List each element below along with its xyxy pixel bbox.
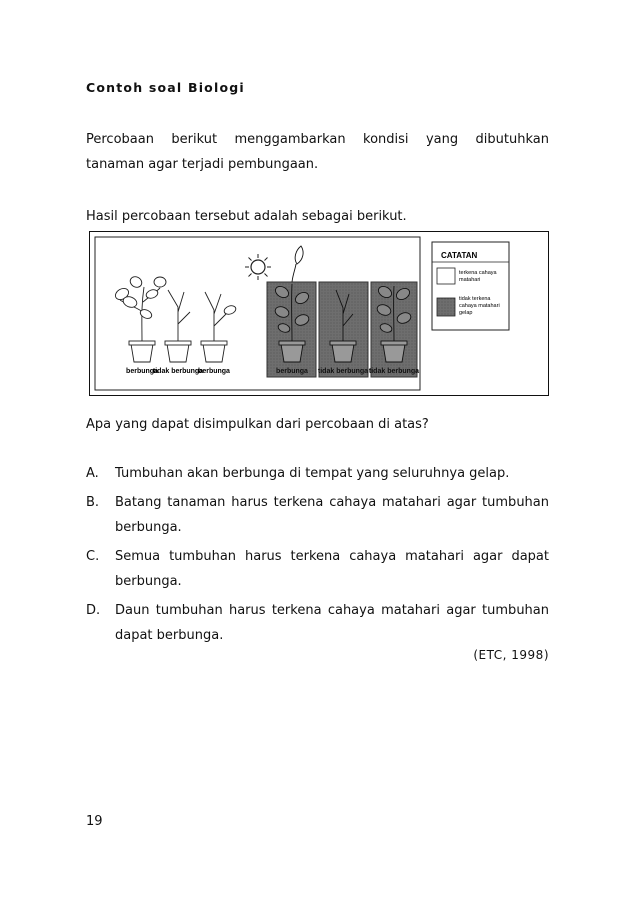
- option-line: Batang tanaman harus terkena cahaya matahari agar tumbuhan: [115, 495, 549, 510]
- option-letter: A.: [86, 466, 99, 481]
- legend-dark-line3: gelap: [459, 310, 473, 316]
- option-line: berbunga.: [115, 574, 182, 589]
- option-b[interactable]: [86, 490, 549, 540]
- option-line: berbunga.: [115, 520, 182, 535]
- bare-plant-3: [201, 292, 237, 362]
- plant-label-3: berbunga: [198, 368, 230, 375]
- page-heading: Contoh soal Biologi: [86, 80, 245, 95]
- option-c[interactable]: [86, 544, 549, 594]
- legend-light-line1: terkena cahaya: [459, 270, 497, 276]
- legend: [432, 242, 509, 330]
- option-text: [115, 544, 549, 594]
- question-text: Apa yang dapat disimpulkan dari percobaan di atas?: [86, 417, 429, 432]
- legend-light-swatch: [437, 268, 455, 284]
- option-letter: D.: [86, 603, 101, 618]
- bare-plant-2: [165, 290, 191, 362]
- sun-icon: [245, 254, 271, 280]
- legend-dark-line2: cahaya matahari: [459, 303, 500, 309]
- legend-dark-line1: tidak terkena: [459, 296, 491, 302]
- intro-paragraph: [86, 127, 549, 177]
- result-paragraph: Hasil percobaan tersebut adalah sebagai berikut.: [86, 209, 407, 224]
- option-text: Tumbuhan akan berbunga di tempat yang seluruhnya gelap.: [115, 466, 510, 481]
- option-letter: C.: [86, 549, 100, 564]
- plant-label-4: berbunga: [276, 368, 308, 375]
- experiment-illustration: [90, 232, 550, 397]
- option-text: [115, 490, 549, 540]
- option-a[interactable]: [86, 461, 549, 486]
- source-citation: (ETC, 1998): [473, 648, 549, 662]
- option-line: Semua tumbuhan harus terkena cahaya matahari agar dapat: [115, 549, 549, 564]
- option-letter: B.: [86, 495, 100, 510]
- answer-options: [86, 461, 549, 652]
- intro-line-2: tanaman agar terjadi pembungaan.: [86, 157, 319, 172]
- plant-label-2: tidak berbunga: [152, 368, 204, 375]
- legend-light-line2: matahari: [459, 277, 481, 283]
- legend-title: CATATAN: [441, 251, 478, 260]
- option-d[interactable]: [86, 598, 549, 648]
- page-number: 19: [86, 814, 103, 829]
- plant-label-5: tidak berbunga: [317, 368, 369, 375]
- option-line: Daun tumbuhan harus terkena cahaya matahari agar tumbuhan: [115, 603, 549, 618]
- option-line: dapat berbunga.: [115, 628, 224, 643]
- intro-line-1: Percobaan berikut menggambarkan kondisi yang dibutuhkan: [86, 132, 549, 147]
- plant-label-1: berbunga: [126, 368, 158, 375]
- plant-with-leaves-1: [113, 275, 166, 362]
- plant-label-6: tidak berbunga: [368, 368, 420, 375]
- option-text: [115, 598, 549, 648]
- legend-dark-swatch: [437, 298, 455, 316]
- experiment-figure: [89, 231, 549, 396]
- dark-box-2: [319, 282, 368, 377]
